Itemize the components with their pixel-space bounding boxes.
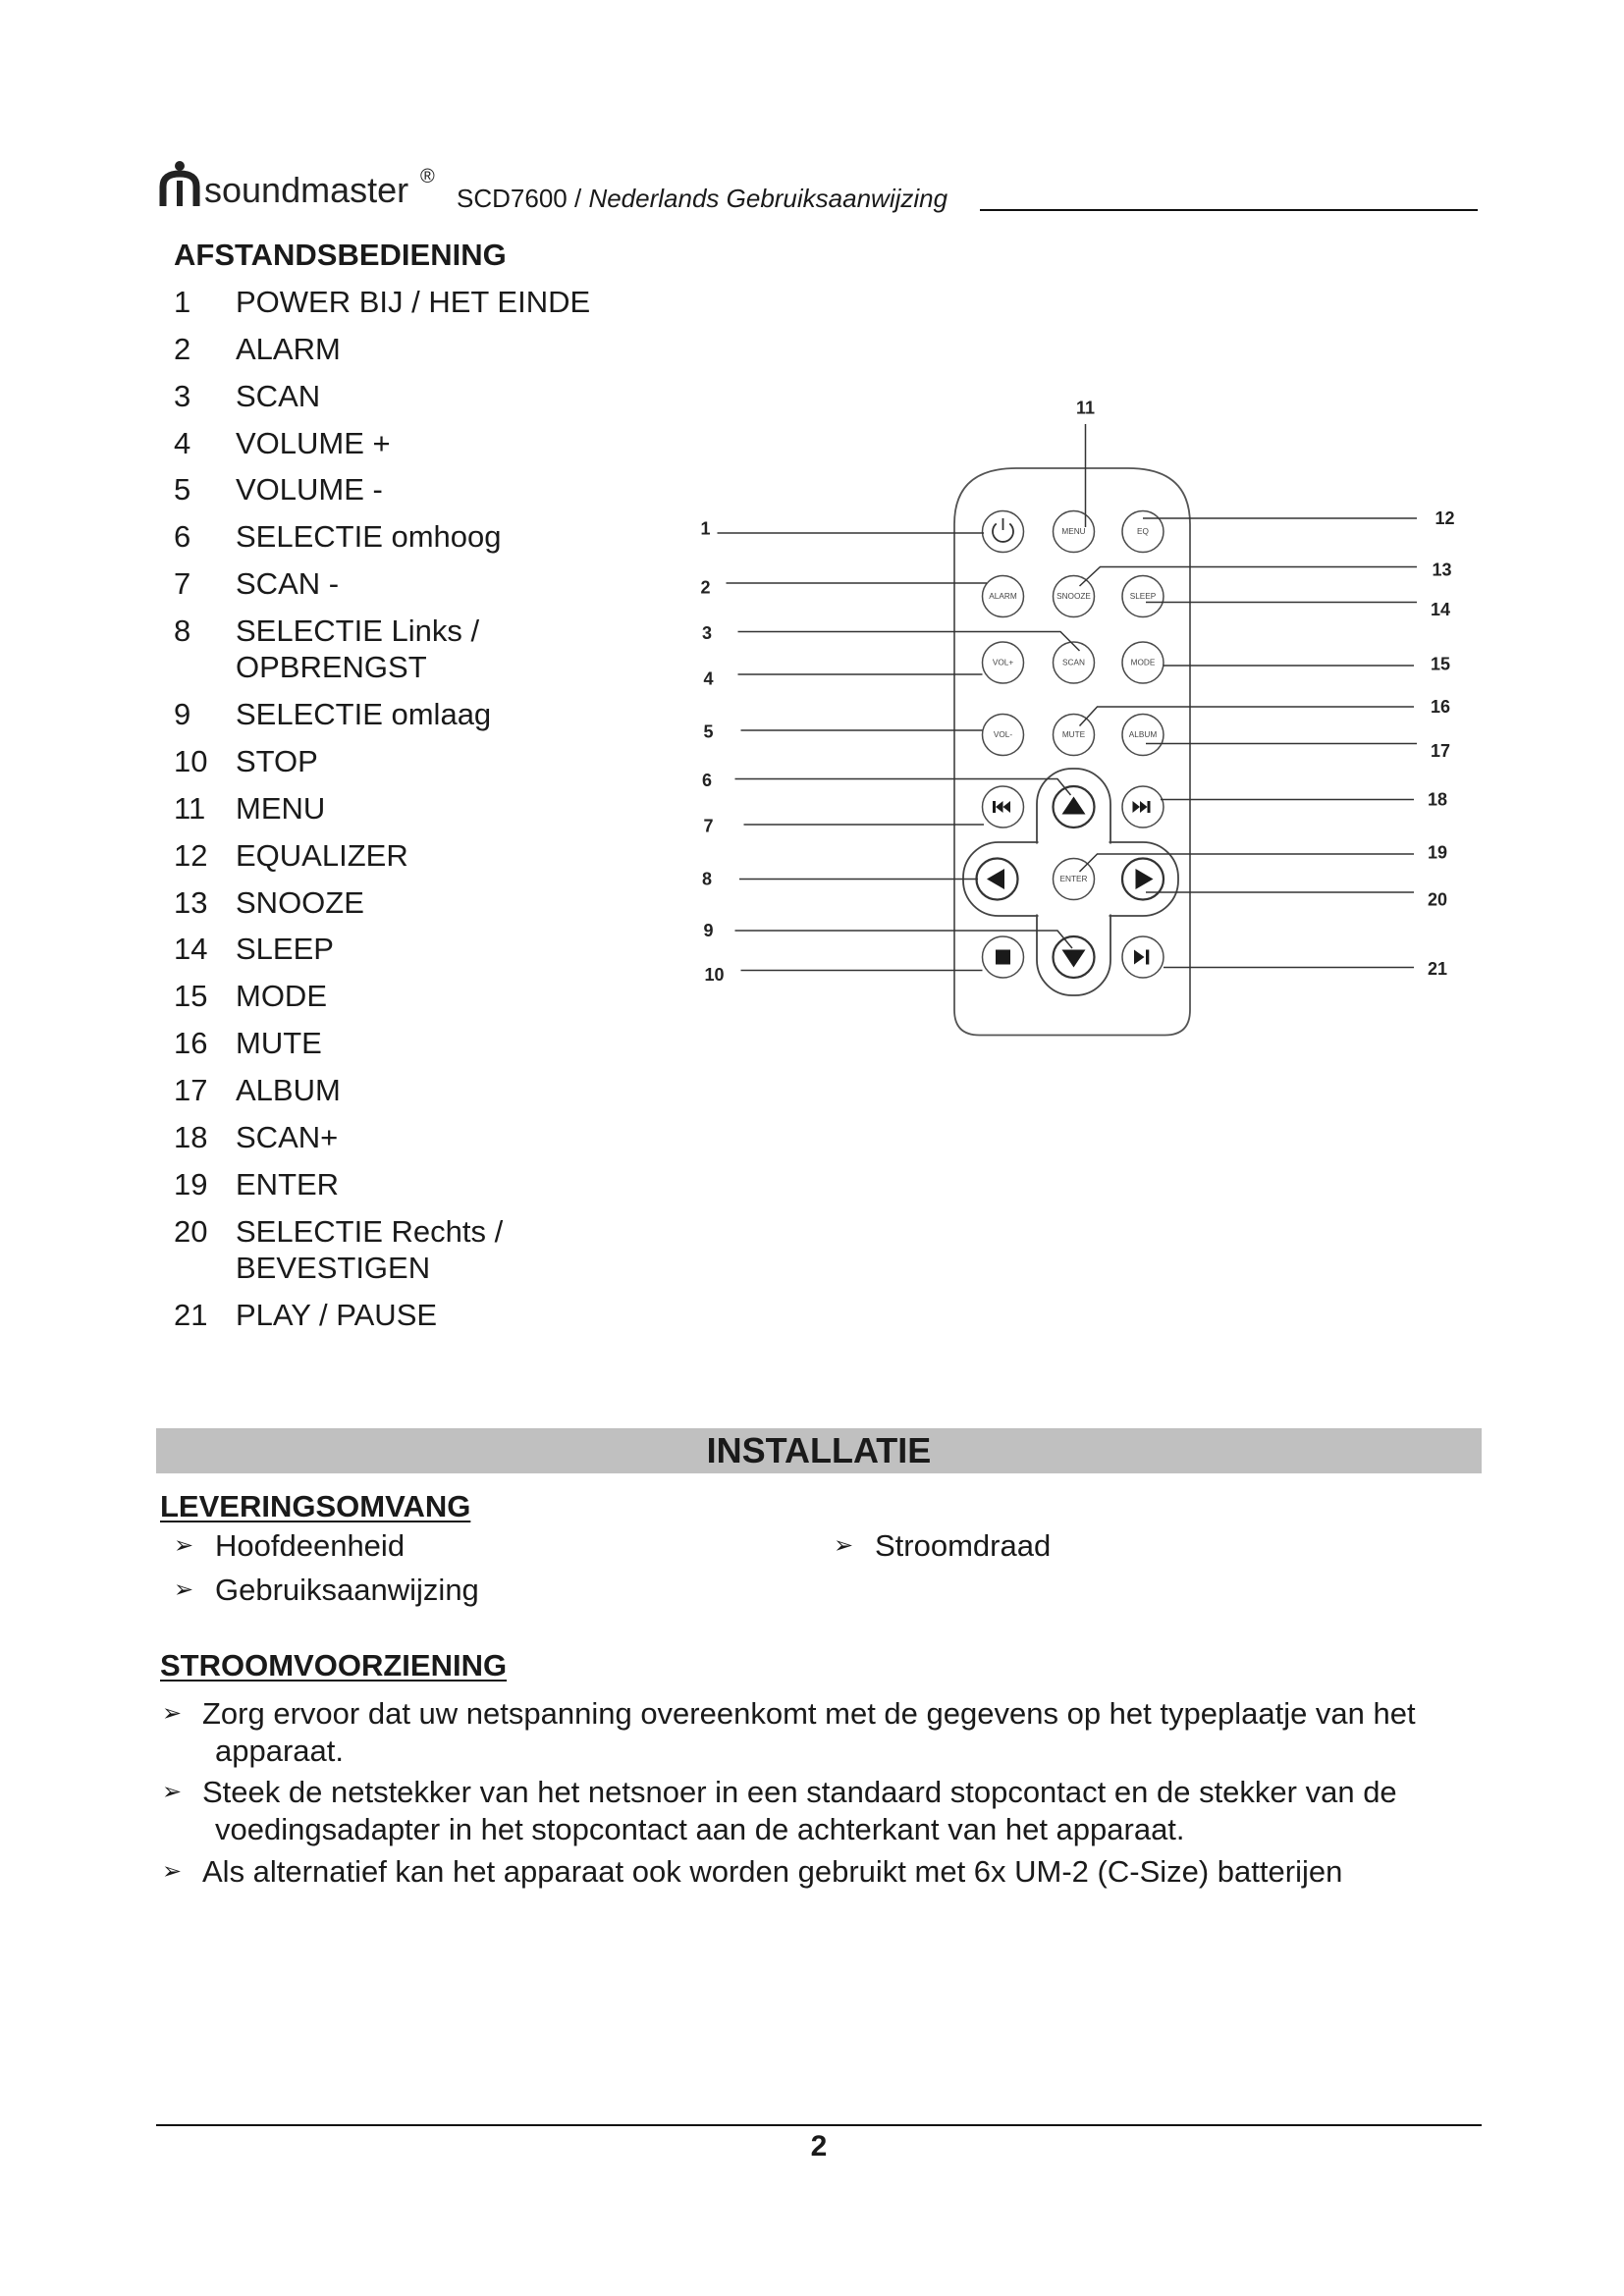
- item-label: SELECTIE omhoog: [236, 519, 502, 555]
- item-label: VOLUME +: [236, 425, 391, 460]
- scan-button: [1054, 642, 1095, 683]
- power-instruction: [162, 1774, 1397, 1847]
- stop-icon: [996, 950, 1010, 965]
- mute-button-label: MUTE: [1061, 730, 1086, 739]
- instruction-line: Steek de netstekker van het netsnoer in een standaard stopcontact en de stekker van de: [202, 1775, 1397, 1809]
- up-button: [1054, 786, 1095, 828]
- list-item: [174, 837, 590, 875]
- menu-button-label: MENU: [1061, 527, 1086, 536]
- volume-up-button-label: VOL+: [992, 658, 1014, 667]
- bullet-arrow-icon: ➢: [834, 1532, 854, 1559]
- callout-number: 9: [703, 921, 714, 940]
- callout-number: 15: [1430, 654, 1451, 674]
- power-instruction: [162, 1853, 1342, 1891]
- list-item: [174, 425, 590, 462]
- callout-number: 10: [704, 965, 725, 985]
- callout-number: 19: [1427, 842, 1448, 863]
- list-item: [174, 331, 590, 368]
- list-item: [174, 696, 590, 733]
- callout-number: 8: [701, 869, 713, 889]
- item-number: 18: [174, 1119, 208, 1154]
- list-item: [174, 1119, 590, 1156]
- list-item: [174, 378, 590, 415]
- list-item: [174, 931, 590, 968]
- instruction-line: Als alternatief kan het apparaat ook worden gebruikt met 6x UM-2 (C-Size) batterijen: [202, 1854, 1343, 1889]
- callout-number: 18: [1427, 789, 1448, 810]
- remote-section-title: AFSTANDSBEDIENING: [174, 238, 507, 272]
- list-item: [834, 1527, 1226, 1565]
- mode-button: [1122, 642, 1164, 683]
- delivery-heading: LEVERINGSOMVANG: [160, 1489, 471, 1523]
- list-item: [174, 1072, 590, 1109]
- item-number: 4: [174, 425, 191, 460]
- list-item: [174, 1213, 590, 1287]
- callout-number: 3: [701, 623, 713, 643]
- snooze-button-label: SNOOZE: [1056, 592, 1091, 601]
- power-instruction: [162, 1695, 1416, 1769]
- instruction-line: voedingsadapter in het stopcontact aan de achterkant van het apparaat.: [215, 1811, 1185, 1846]
- section-bar: [156, 1428, 1482, 1473]
- item-number: 14: [174, 932, 208, 967]
- alarm-button-label: ALARM: [989, 592, 1017, 601]
- callout-number: 4: [703, 668, 714, 689]
- item-label: [236, 613, 479, 686]
- item-number: 6: [174, 519, 191, 555]
- section-bar-title: INSTALLATIE: [706, 1430, 932, 1470]
- list-item: [174, 884, 590, 922]
- item-number: 12: [174, 837, 208, 873]
- list-item: [174, 471, 590, 508]
- bullet-arrow-icon: ➢: [162, 1858, 183, 1885]
- item-label: MODE: [236, 979, 327, 1014]
- bullet-arrow-icon: ➢: [174, 1532, 194, 1559]
- item-number: 8: [174, 613, 191, 648]
- soundmaster-logo-icon: [158, 160, 201, 207]
- item-number: 16: [174, 1026, 208, 1061]
- list-item: [174, 790, 590, 828]
- callout-number: 5: [703, 721, 714, 742]
- callout-number: 11: [1075, 398, 1096, 418]
- item-label: STOP: [236, 744, 318, 779]
- volume-down-button: [983, 715, 1024, 756]
- item-label: ALBUM: [236, 1073, 341, 1107]
- item-number: 19: [174, 1166, 208, 1201]
- delivery-item: Gebruiksaanwijzing: [215, 1573, 479, 1607]
- right-button: [1122, 859, 1164, 900]
- list-item: [174, 1297, 590, 1334]
- alarm-button: [983, 576, 1024, 617]
- title-separator: /: [573, 184, 582, 213]
- album-button: [1122, 715, 1164, 756]
- list-item: [174, 743, 590, 780]
- callout-number: 12: [1435, 508, 1455, 528]
- delivery-item: Stroomdraad: [875, 1528, 1052, 1563]
- stop-button: [983, 936, 1024, 978]
- item-label: ENTER: [236, 1166, 340, 1201]
- callout-number: 1: [700, 518, 711, 539]
- callout-number: 17: [1430, 741, 1451, 761]
- bullet-arrow-icon: ➢: [162, 1700, 183, 1727]
- sleep-button-label: SLEEP: [1129, 592, 1157, 601]
- item-number: 1: [174, 285, 191, 319]
- item-number: 9: [174, 697, 191, 732]
- left-button: [977, 859, 1018, 900]
- play-pause-button: [1122, 936, 1164, 978]
- model-number: SCD7600: [457, 184, 568, 213]
- list-item: [174, 1572, 567, 1609]
- list-item: [174, 1025, 590, 1062]
- document-title: [457, 184, 947, 213]
- item-number: 13: [174, 884, 208, 920]
- page-number: 2: [810, 2130, 828, 2163]
- callout-number: 13: [1432, 560, 1452, 580]
- snooze-button: [1054, 576, 1095, 617]
- list-item: [174, 1166, 590, 1203]
- callout-number: 16: [1430, 697, 1451, 717]
- item-label-line: OPBRENGST: [236, 650, 427, 685]
- callout-number: 21: [1427, 959, 1448, 979]
- item-label: MUTE: [236, 1026, 322, 1061]
- callout-number: 20: [1427, 889, 1448, 910]
- header-rule: [980, 209, 1478, 211]
- item-label: VOLUME -: [236, 472, 383, 507]
- list-item: [174, 565, 590, 603]
- remote-control-diagram: [677, 383, 1488, 1060]
- footer-rule: [156, 2124, 1482, 2126]
- list-item: [174, 978, 590, 1015]
- item-label: SNOOZE: [236, 884, 364, 920]
- remote-function-list: [174, 284, 590, 1344]
- item-number: 21: [174, 1297, 208, 1332]
- item-number: 17: [174, 1073, 208, 1107]
- brand-name: soundmaster: [204, 170, 409, 210]
- callout-number: 14: [1430, 600, 1451, 619]
- item-number: 2: [174, 331, 191, 366]
- item-number: 11: [174, 790, 206, 826]
- item-number: 15: [174, 979, 208, 1014]
- item-label: SELECTIE omlaag: [236, 697, 492, 732]
- sleep-button: [1122, 576, 1164, 617]
- item-label: PLAY / PAUSE: [236, 1297, 438, 1332]
- item-label: MENU: [236, 790, 326, 826]
- item-label-line: SELECTIE Rechts /: [236, 1213, 504, 1249]
- album-button-label: ALBUM: [1128, 730, 1158, 739]
- eq-button-label: EQ: [1137, 527, 1149, 536]
- instruction-line: Zorg ervoor dat uw netspanning overeenkomt met de gegevens op het typeplaatje van het: [202, 1696, 1416, 1731]
- list-item: [174, 284, 590, 321]
- volume-down-button-label: VOL-: [993, 730, 1013, 739]
- registered-mark: ®: [420, 166, 435, 187]
- item-label: SCAN+: [236, 1119, 339, 1154]
- menu-button: [1054, 511, 1095, 553]
- item-label-line: SELECTIE Links /: [236, 613, 480, 648]
- callout-number: 6: [701, 771, 713, 790]
- eq-button: [1122, 511, 1164, 553]
- enter-button-label: ENTER: [1059, 875, 1088, 883]
- instruction-line: apparaat.: [215, 1733, 344, 1768]
- list-item: [174, 518, 590, 556]
- item-number: 5: [174, 472, 191, 507]
- skip-back-button: [983, 786, 1024, 828]
- callout-number: 7: [703, 816, 714, 836]
- bullet-arrow-icon: ➢: [162, 1779, 183, 1805]
- item-label: POWER BIJ / HET EINDE: [236, 285, 591, 319]
- item-label: SLEEP: [236, 932, 334, 967]
- mute-button: [1054, 715, 1095, 756]
- power-supply-heading: STROOMVOORZIENING: [160, 1648, 508, 1682]
- item-label-line: BEVESTIGEN: [236, 1251, 431, 1286]
- item-label: EQUALIZER: [236, 837, 408, 873]
- item-label: ALARM: [236, 331, 341, 366]
- list-item: [174, 613, 590, 686]
- callout-number: 2: [700, 577, 711, 598]
- manual-subtitle: Nederlands Gebruiksaanwijzing: [588, 184, 948, 213]
- item-number: 3: [174, 378, 191, 413]
- item-label: SCAN: [236, 378, 321, 413]
- item-number: 10: [174, 744, 208, 779]
- power-button: [983, 511, 1024, 553]
- scan-button-label: SCAN: [1062, 658, 1085, 667]
- item-number: 20: [174, 1213, 208, 1249]
- mode-button-label: MODE: [1130, 658, 1156, 667]
- skip-forward-button: [1122, 786, 1164, 828]
- item-number: 7: [174, 566, 191, 602]
- list-item: [174, 1527, 567, 1565]
- bullet-arrow-icon: ➢: [174, 1576, 194, 1603]
- item-label: SCAN -: [236, 566, 340, 602]
- enter-button: [1054, 859, 1095, 900]
- down-button: [1054, 936, 1095, 978]
- volume-up-button: [983, 642, 1024, 683]
- delivery-item: Hoofdeenheid: [215, 1528, 406, 1563]
- item-label: [236, 1213, 503, 1287]
